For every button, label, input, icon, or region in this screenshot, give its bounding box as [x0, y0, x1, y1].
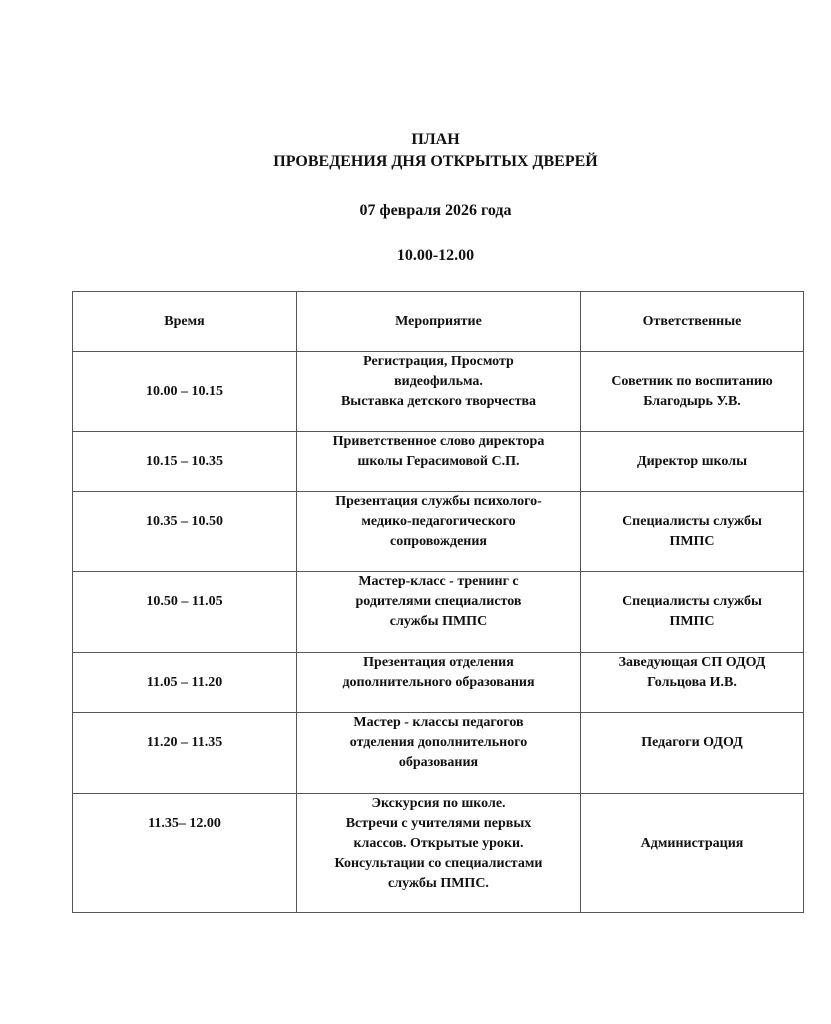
table-row [73, 492, 804, 572]
row-time: 10.15 – 10.35 [73, 432, 297, 492]
row-event: Презентация службы психолого- медико-педагогического сопровождения [297, 492, 581, 572]
row-responsible: Специалисты службы ПМПС [581, 572, 804, 653]
schedule-table [72, 291, 804, 913]
row-responsible: Директор школы [581, 432, 804, 492]
event-date: 07 февраля 2026 года [359, 202, 512, 219]
column-header-event: Мероприятие [297, 292, 581, 352]
row-responsible: Администрация [581, 794, 804, 913]
table-header-row [73, 292, 804, 352]
row-responsible: Педагоги ОДОД [581, 713, 804, 794]
row-time: 11.05 – 11.20 [73, 653, 297, 713]
row-time: 10.50 – 11.05 [73, 572, 297, 653]
row-event: Презентация отделения дополнительного образования [297, 653, 581, 713]
row-event: Мастер-класс - тренинг с родителями специалистов службы ПМПС [297, 572, 581, 653]
row-responsible: Заведующая СП ОДОД Гольцова И.В. [581, 653, 804, 713]
table-row [73, 352, 804, 432]
row-responsible: Советник по воспитанию Благодырь У.В. [581, 352, 804, 432]
row-time: 11.35– 12.00 [73, 794, 297, 913]
table-row [73, 572, 804, 653]
row-event: Экскурсия по школе. Встречи с учителями первых классов. Открытые уроки. Консультации со специалистами службы ПМПС. [297, 794, 581, 913]
row-responsible: Специалисты службы ПМПС [581, 492, 804, 572]
table-row [73, 653, 804, 713]
row-time: 10.35 – 10.50 [73, 492, 297, 572]
row-time: 10.00 – 10.15 [73, 352, 297, 432]
document-title: ПЛАН [411, 131, 460, 148]
table-row [73, 432, 804, 492]
row-time: 11.20 – 11.35 [73, 713, 297, 794]
row-event: Регистрация, Просмотр видеофильма. Выставка детского творчества [297, 352, 581, 432]
table-row [73, 713, 804, 794]
row-event: Приветственное слово директора школы Герасимовой С.П. [297, 432, 581, 492]
event-time-range: 10.00-12.00 [396, 247, 475, 264]
table-row [73, 794, 804, 913]
column-header-responsible: Ответственные [581, 292, 804, 352]
row-event: Мастер - классы педагогов отделения дополнительного образования [297, 713, 581, 794]
document-subtitle: ПРОВЕДЕНИЯ ДНЯ ОТКРЫТЫХ ДВЕРЕЙ [273, 153, 598, 170]
column-header-time: Время [73, 292, 297, 352]
